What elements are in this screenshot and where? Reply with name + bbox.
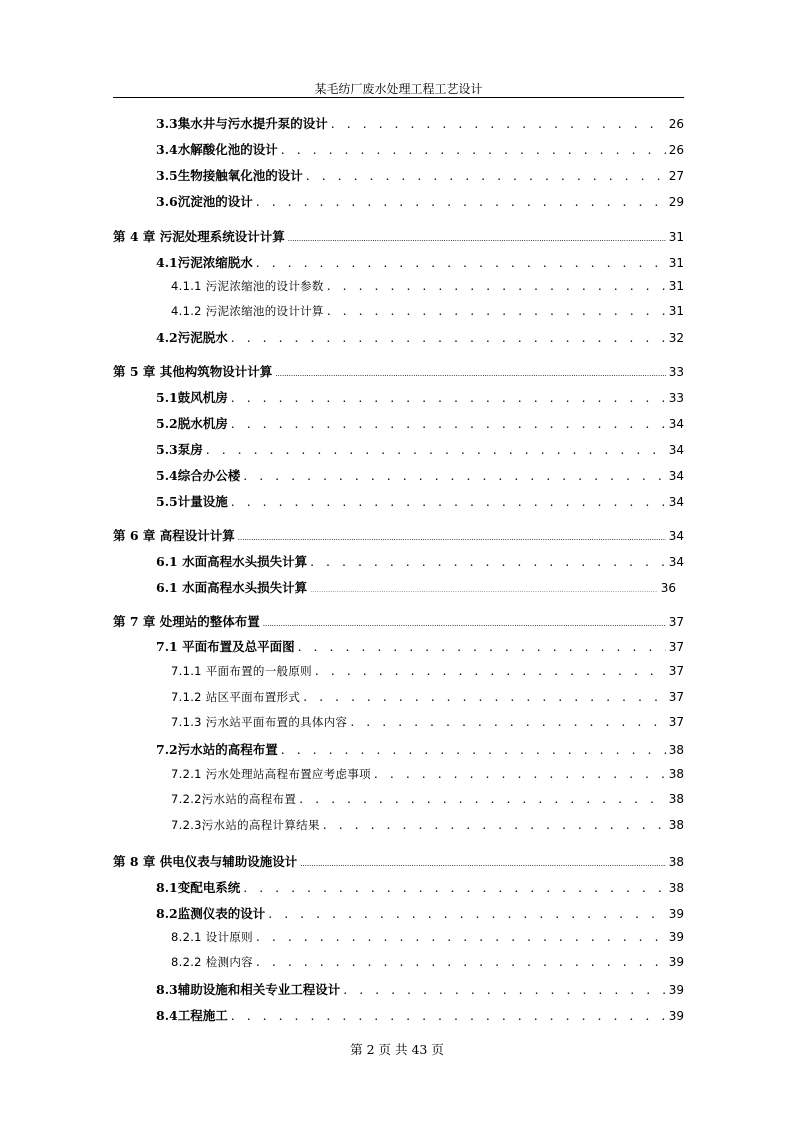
- toc-entry-title: 第 5 章 其他构筑物设计计算: [113, 364, 273, 379]
- toc-leader-dots: [231, 1008, 666, 1023]
- toc-entry[interactable]: [171, 663, 684, 683]
- toc-entry[interactable]: [156, 414, 684, 434]
- toc-entry-title: 3.3集水井与污水提升泵的设计: [156, 116, 328, 131]
- toc-entry-page-number: 34: [668, 555, 684, 569]
- toc-leader-dots: [310, 554, 666, 569]
- toc-entry-page-number: 27: [668, 169, 684, 183]
- toc-entry-title: 5.3泵房: [156, 442, 203, 457]
- toc-leader-dots: [231, 390, 666, 405]
- toc-leader-dots: [256, 929, 666, 944]
- toc-entry[interactable]: [113, 227, 684, 247]
- toc-entry[interactable]: [156, 740, 684, 760]
- toc-entry-page-number: 36: [660, 581, 676, 595]
- toc-entry[interactable]: [113, 852, 684, 872]
- toc-entry[interactable]: [156, 492, 684, 512]
- toc-entry-page-number: 32: [668, 331, 684, 345]
- header-rule: [113, 97, 684, 98]
- toc-entry[interactable]: [156, 140, 684, 160]
- toc-leader-dots: [268, 906, 665, 921]
- toc-entry[interactable]: [156, 440, 684, 460]
- toc-entry[interactable]: [171, 817, 684, 837]
- toc-entry-title: 3.5生物接触氧化池的设计: [156, 168, 303, 183]
- toc-leader-dots: [288, 235, 666, 243]
- toc-leader-dots: [298, 639, 666, 654]
- toc-entry-page-number: 31: [668, 279, 684, 293]
- toc-entry-page-number: 31: [668, 230, 684, 244]
- toc-entry-page-number: 39: [668, 930, 684, 944]
- toc-entry-title: 8.3辅助设施和相关专业工程设计: [156, 982, 341, 997]
- toc-entry-page-number: 37: [668, 640, 684, 654]
- toc-leader-dots: [206, 442, 666, 457]
- toc-entry-page-number: 33: [668, 391, 684, 405]
- toc-entry-title: 第 4 章 污泥处理系统设计计算: [113, 229, 285, 244]
- toc-entry-page-number: 34: [668, 529, 684, 543]
- toc-entry-page-number: 39: [668, 1009, 684, 1023]
- toc-leader-dots: [243, 468, 665, 483]
- toc-entry-title: 8.4工程施工: [156, 1008, 228, 1023]
- toc-entry-page-number: 38: [668, 855, 684, 869]
- toc-leader-dots: [343, 982, 665, 997]
- toc-leader-dots: [263, 620, 666, 628]
- toc-entry-page-number: 34: [668, 495, 684, 509]
- toc-entry-title: 7.1.2 站区平面布置形式: [171, 690, 301, 704]
- toc-entry[interactable]: [156, 388, 684, 408]
- toc-entry[interactable]: [113, 526, 684, 546]
- toc-entry-page-number: 31: [668, 256, 684, 270]
- toc-entry-page-number: 38: [668, 792, 684, 806]
- toc-entry-page-number: 37: [668, 715, 684, 729]
- toc-entry-title: 3.4水解酸化池的设计: [156, 142, 278, 157]
- toc-entry-title: 5.5计量设施: [156, 494, 228, 509]
- toc-entry-title: 第 7 章 处理站的整体布置: [113, 614, 260, 629]
- toc-entry-title: 8.2.1 设计原则: [171, 930, 253, 944]
- toc-entry-page-number: 38: [668, 881, 684, 895]
- toc-entry-title: 7.2.2污水站的高程布置: [171, 792, 297, 806]
- toc-entry-page-number: 39: [668, 983, 684, 997]
- toc-entry-title: 5.2脱水机房: [156, 416, 228, 431]
- toc-entry-page-number: 31: [668, 304, 684, 318]
- toc-leader-dots: [303, 689, 666, 704]
- toc-entry-title: 第 8 章 供电仪表与辅助设施设计: [113, 854, 298, 869]
- toc-entry-title: 8.1变配电系统: [156, 880, 241, 895]
- toc-entry-page-number: 26: [668, 143, 684, 157]
- toc-leader-dots: [243, 880, 665, 895]
- toc-entry-page-number: 33: [668, 365, 684, 379]
- toc-entry-title: 7.2.3污水站的高程计算结果: [171, 818, 320, 832]
- toc-leader-dots: [310, 586, 658, 594]
- toc-entry-title: 7.1.1 平面布置的一般原则: [171, 664, 312, 678]
- toc-entry-title: 8.2监测仪表的设计: [156, 906, 266, 921]
- toc-entry-title: 第 6 章 高程设计计算: [113, 528, 235, 543]
- toc-leader-dots: [306, 168, 666, 183]
- toc-leader-dots: [256, 194, 666, 209]
- toc-entry-page-number: 39: [668, 955, 684, 969]
- toc-entry[interactable]: [156, 466, 684, 486]
- toc-entry-title: 4.1.2 污泥浓缩池的设计计算: [171, 304, 324, 318]
- toc-entry[interactable]: [171, 303, 684, 323]
- toc-entry-title: 7.1 平面布置及总平面图: [156, 639, 295, 654]
- toc-entry-page-number: 34: [668, 469, 684, 483]
- toc-leader-dots: [281, 142, 666, 157]
- toc-entry-title: 7.2.1 污水处理站高程布置应考虑事项: [171, 767, 371, 781]
- toc-entry[interactable]: [171, 714, 684, 734]
- toc-entry-page-number: 39: [668, 907, 684, 921]
- toc-leader-dots: [256, 954, 666, 969]
- toc-entry[interactable]: [156, 114, 684, 134]
- toc-entry-title: 4.1污泥浓缩脱水: [156, 255, 253, 270]
- toc-entry[interactable]: [171, 689, 684, 709]
- toc-entry[interactable]: [113, 362, 684, 382]
- toc-entry-title: 4.1.1 污泥浓缩池的设计参数: [171, 279, 324, 293]
- toc-entry[interactable]: [156, 166, 684, 186]
- toc-entry-page-number: 29: [668, 195, 684, 209]
- toc-entry-title: 5.1鼓风机房: [156, 390, 228, 405]
- toc-entry[interactable]: [171, 791, 684, 811]
- toc-entry[interactable]: [156, 878, 684, 898]
- toc-leader-dots: [327, 303, 666, 318]
- page-footer: 第 2 页 共 43 页: [350, 1042, 444, 1057]
- toc-entry-title: 8.2.2 检测内容: [171, 955, 253, 969]
- toc-entry[interactable]: [171, 766, 684, 786]
- toc-leader-dots: [238, 534, 666, 542]
- toc-entry[interactable]: [171, 929, 684, 949]
- toc-leader-dots: [299, 791, 666, 806]
- toc-leader-dots: [323, 817, 666, 832]
- toc-entry[interactable]: [156, 637, 684, 657]
- toc-leader-dots: [374, 766, 666, 781]
- toc-entry[interactable]: [156, 253, 684, 273]
- toc-entry[interactable]: [171, 278, 684, 298]
- toc-leader-dots: [327, 278, 666, 293]
- toc-entry[interactable]: [156, 328, 684, 348]
- toc-leader-dots: [231, 416, 666, 431]
- toc-leader-dots: [331, 116, 666, 131]
- toc-leader-dots: [275, 370, 665, 378]
- toc-entry-page-number: 37: [668, 615, 684, 629]
- toc-leader-dots: [300, 860, 665, 868]
- toc-leader-dots: [256, 255, 666, 270]
- toc-entry-page-number: 38: [668, 767, 684, 781]
- toc-entry[interactable]: [156, 980, 684, 1000]
- toc-entry-title: 6.1 水面高程水头损失计算: [156, 580, 308, 595]
- toc-entry-title: 4.2污泥脱水: [156, 330, 228, 345]
- page-header-title: 某毛纺厂废水处理工程工艺设计: [314, 82, 483, 96]
- toc-entry-page-number: 34: [668, 417, 684, 431]
- toc-entry[interactable]: [171, 954, 684, 974]
- toc-entry[interactable]: [156, 1006, 684, 1026]
- toc-entry-page-number: 34: [668, 443, 684, 457]
- toc-entry[interactable]: [156, 578, 684, 598]
- toc-entry-page-number: 26: [668, 117, 684, 131]
- toc-entry-page-number: 38: [668, 818, 684, 832]
- toc-leader-dots: [231, 330, 666, 345]
- toc-leader-dots: [315, 663, 666, 678]
- toc-entry-page-number: 37: [668, 664, 684, 678]
- toc-entry-page-number: 38: [668, 743, 684, 757]
- toc-entry-title: 7.1.3 污水站平面布置的具体内容: [171, 715, 348, 729]
- toc-leader-dots: [231, 494, 666, 509]
- toc-leader-dots: [281, 742, 666, 757]
- toc-entry[interactable]: [113, 612, 684, 632]
- toc-entry-title: 3.6沉淀池的设计: [156, 194, 253, 209]
- toc-entry[interactable]: [156, 552, 684, 572]
- toc-entry[interactable]: [156, 192, 684, 212]
- toc-entry-title: 7.2污水站的高程布置: [156, 742, 278, 757]
- toc-leader-dots: [350, 714, 665, 729]
- toc-entry-title: 5.4综合办公楼: [156, 468, 241, 483]
- toc-entry-title: 6.1 水面高程水头损失计算: [156, 554, 308, 569]
- toc-entry[interactable]: [156, 904, 684, 924]
- toc-entry-page-number: 37: [668, 690, 684, 704]
